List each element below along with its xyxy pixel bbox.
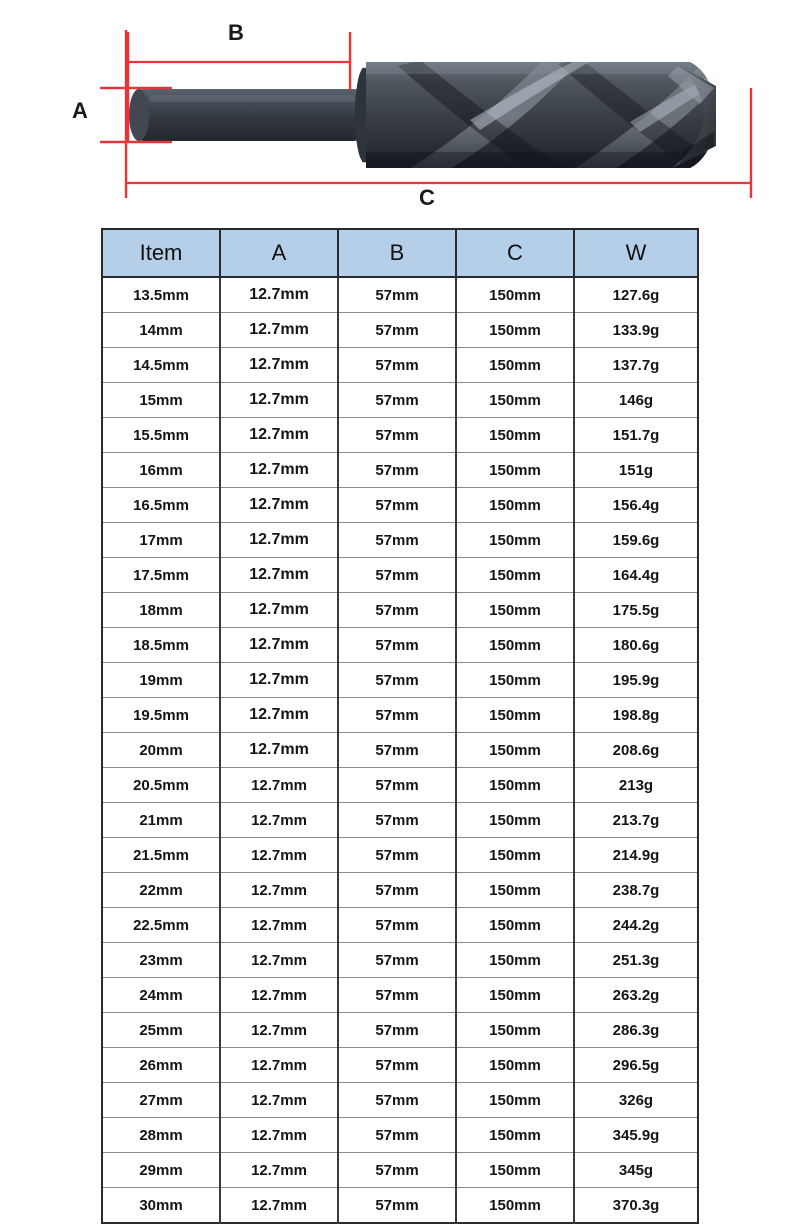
cell-w: 133.9g	[574, 313, 698, 348]
cell-w: 198.8g	[574, 698, 698, 733]
cell-b: 57mm	[338, 488, 456, 523]
cell-c: 150mm	[456, 663, 574, 698]
cell-c: 150mm	[456, 453, 574, 488]
cell-item: 28mm	[102, 1118, 220, 1153]
cell-w: 146g	[574, 383, 698, 418]
cell-w: 164.4g	[574, 558, 698, 593]
cell-a: 12.7mm	[220, 1013, 338, 1048]
cell-c: 150mm	[456, 1153, 574, 1188]
cell-a: 12.7mm	[220, 313, 338, 348]
cell-c: 150mm	[456, 978, 574, 1013]
cell-item: 26mm	[102, 1048, 220, 1083]
cell-w: 345g	[574, 1153, 698, 1188]
cell-c: 150mm	[456, 1083, 574, 1118]
specification-table-container	[101, 228, 697, 1224]
drill-bit-diagram	[0, 0, 800, 222]
cell-c: 150mm	[456, 418, 574, 453]
cell-b: 57mm	[338, 628, 456, 663]
cell-b: 57mm	[338, 873, 456, 908]
column-header-w: W	[574, 229, 698, 277]
cell-w: 251.3g	[574, 943, 698, 978]
table-body	[102, 277, 698, 1223]
table-row	[102, 453, 698, 488]
cell-c: 150mm	[456, 313, 574, 348]
table-row	[102, 313, 698, 348]
cell-b: 57mm	[338, 698, 456, 733]
cell-w: 263.2g	[574, 978, 698, 1013]
cell-item: 13.5mm	[102, 277, 220, 313]
column-header-c: C	[456, 229, 574, 277]
cell-w: 151g	[574, 453, 698, 488]
table-header-row	[102, 229, 698, 277]
cell-a: 12.7mm	[220, 1118, 338, 1153]
table-row	[102, 803, 698, 838]
table-row	[102, 908, 698, 943]
cell-a: 12.7mm	[220, 663, 338, 698]
cell-b: 57mm	[338, 978, 456, 1013]
cell-item: 19mm	[102, 663, 220, 698]
table-row	[102, 698, 698, 733]
table-row	[102, 873, 698, 908]
table-row	[102, 1048, 698, 1083]
cell-w: 151.7g	[574, 418, 698, 453]
cell-w: 345.9g	[574, 1118, 698, 1153]
table-row	[102, 593, 698, 628]
cell-b: 57mm	[338, 1118, 456, 1153]
cell-w: 326g	[574, 1083, 698, 1118]
cell-a: 12.7mm	[220, 523, 338, 558]
cell-b: 57mm	[338, 768, 456, 803]
cell-a: 12.7mm	[220, 838, 338, 873]
cell-b: 57mm	[338, 348, 456, 383]
cell-w: 159.6g	[574, 523, 698, 558]
cell-a: 12.7mm	[220, 1083, 338, 1118]
cell-item: 20mm	[102, 733, 220, 768]
cell-a: 12.7mm	[220, 558, 338, 593]
cell-w: 195.9g	[574, 663, 698, 698]
cell-b: 57mm	[338, 383, 456, 418]
cell-b: 57mm	[338, 1083, 456, 1118]
cell-b: 57mm	[338, 943, 456, 978]
cell-c: 150mm	[456, 1118, 574, 1153]
cell-b: 57mm	[338, 1153, 456, 1188]
cell-b: 57mm	[338, 1188, 456, 1224]
cell-c: 150mm	[456, 628, 574, 663]
cell-c: 150mm	[456, 1013, 574, 1048]
table-row	[102, 523, 698, 558]
table-row	[102, 663, 698, 698]
cell-item: 23mm	[102, 943, 220, 978]
cell-c: 150mm	[456, 277, 574, 313]
dimension-label-a: A	[72, 98, 89, 123]
cell-w: 127.6g	[574, 277, 698, 313]
table-row	[102, 733, 698, 768]
table-row	[102, 277, 698, 313]
cell-a: 12.7mm	[220, 733, 338, 768]
cell-c: 150mm	[456, 873, 574, 908]
cell-a: 12.7mm	[220, 593, 338, 628]
cell-item: 24mm	[102, 978, 220, 1013]
cell-b: 57mm	[338, 418, 456, 453]
cell-item: 18mm	[102, 593, 220, 628]
cell-a: 12.7mm	[220, 418, 338, 453]
table-row	[102, 348, 698, 383]
cell-w: 175.5g	[574, 593, 698, 628]
cell-item: 19.5mm	[102, 698, 220, 733]
cell-c: 150mm	[456, 838, 574, 873]
cell-w: 286.3g	[574, 1013, 698, 1048]
cell-b: 57mm	[338, 453, 456, 488]
table-row	[102, 838, 698, 873]
cell-b: 57mm	[338, 803, 456, 838]
cell-a: 12.7mm	[220, 768, 338, 803]
cell-b: 57mm	[338, 523, 456, 558]
cell-a: 12.7mm	[220, 1048, 338, 1083]
cell-c: 150mm	[456, 943, 574, 978]
cell-a: 12.7mm	[220, 908, 338, 943]
cell-item: 25mm	[102, 1013, 220, 1048]
cell-w: 208.6g	[574, 733, 698, 768]
cell-a: 12.7mm	[220, 803, 338, 838]
cell-a: 12.7mm	[220, 453, 338, 488]
cell-w: 137.7g	[574, 348, 698, 383]
dimension-label-c: C	[419, 185, 436, 210]
table-row	[102, 488, 698, 523]
cell-a: 12.7mm	[220, 488, 338, 523]
cell-item: 17mm	[102, 523, 220, 558]
table-row	[102, 628, 698, 663]
cell-w: 213g	[574, 768, 698, 803]
table-row	[102, 768, 698, 803]
cell-item: 15mm	[102, 383, 220, 418]
cell-b: 57mm	[338, 558, 456, 593]
dimension-label-b: B	[228, 20, 245, 45]
drill-bit-illustration	[0, 0, 800, 222]
cell-a: 12.7mm	[220, 348, 338, 383]
cell-a: 12.7mm	[220, 383, 338, 418]
table-row	[102, 978, 698, 1013]
cell-c: 150mm	[456, 768, 574, 803]
cell-w: 238.7g	[574, 873, 698, 908]
column-header-a: A	[220, 229, 338, 277]
cell-b: 57mm	[338, 1048, 456, 1083]
cell-a: 12.7mm	[220, 628, 338, 663]
cell-a: 12.7mm	[220, 1188, 338, 1224]
cell-c: 150mm	[456, 348, 574, 383]
cell-b: 57mm	[338, 733, 456, 768]
table-row	[102, 943, 698, 978]
drill-shank	[129, 89, 368, 141]
cell-item: 14.5mm	[102, 348, 220, 383]
cell-w: 296.5g	[574, 1048, 698, 1083]
cell-item: 16mm	[102, 453, 220, 488]
column-header-b: B	[338, 229, 456, 277]
drill-body	[366, 56, 756, 183]
cell-item: 22.5mm	[102, 908, 220, 943]
cell-c: 150mm	[456, 383, 574, 418]
cell-c: 150mm	[456, 523, 574, 558]
cell-c: 150mm	[456, 908, 574, 943]
cell-b: 57mm	[338, 1013, 456, 1048]
cell-a: 12.7mm	[220, 943, 338, 978]
cell-item: 21mm	[102, 803, 220, 838]
cell-c: 150mm	[456, 593, 574, 628]
cell-item: 18.5mm	[102, 628, 220, 663]
table-row	[102, 1118, 698, 1153]
cell-a: 12.7mm	[220, 1153, 338, 1188]
cell-item: 29mm	[102, 1153, 220, 1188]
cell-c: 150mm	[456, 488, 574, 523]
cell-b: 57mm	[338, 277, 456, 313]
cell-w: 370.3g	[574, 1188, 698, 1224]
table-row	[102, 558, 698, 593]
cell-w: 213.7g	[574, 803, 698, 838]
table-row	[102, 1083, 698, 1118]
cell-item: 14mm	[102, 313, 220, 348]
table-row	[102, 1153, 698, 1188]
cell-b: 57mm	[338, 838, 456, 873]
cell-item: 17.5mm	[102, 558, 220, 593]
table-row	[102, 418, 698, 453]
cell-b: 57mm	[338, 908, 456, 943]
cell-c: 150mm	[456, 733, 574, 768]
cell-b: 57mm	[338, 663, 456, 698]
cell-c: 150mm	[456, 803, 574, 838]
cell-item: 30mm	[102, 1188, 220, 1224]
cell-a: 12.7mm	[220, 978, 338, 1013]
cell-c: 150mm	[456, 698, 574, 733]
cell-a: 12.7mm	[220, 873, 338, 908]
cell-c: 150mm	[456, 558, 574, 593]
cell-b: 57mm	[338, 593, 456, 628]
cell-item: 16.5mm	[102, 488, 220, 523]
cell-w: 156.4g	[574, 488, 698, 523]
cell-a: 12.7mm	[220, 698, 338, 733]
cell-w: 244.2g	[574, 908, 698, 943]
cell-item: 21.5mm	[102, 838, 220, 873]
cell-item: 20.5mm	[102, 768, 220, 803]
cell-a: 12.7mm	[220, 277, 338, 313]
table-row	[102, 1013, 698, 1048]
table-row	[102, 1188, 698, 1224]
cell-c: 150mm	[456, 1048, 574, 1083]
table-row	[102, 383, 698, 418]
cell-item: 27mm	[102, 1083, 220, 1118]
cell-w: 180.6g	[574, 628, 698, 663]
cell-b: 57mm	[338, 313, 456, 348]
specification-table	[101, 228, 699, 1224]
cell-item: 22mm	[102, 873, 220, 908]
column-header-item: Item	[102, 229, 220, 277]
cell-c: 150mm	[456, 1188, 574, 1224]
cell-w: 214.9g	[574, 838, 698, 873]
cell-item: 15.5mm	[102, 418, 220, 453]
